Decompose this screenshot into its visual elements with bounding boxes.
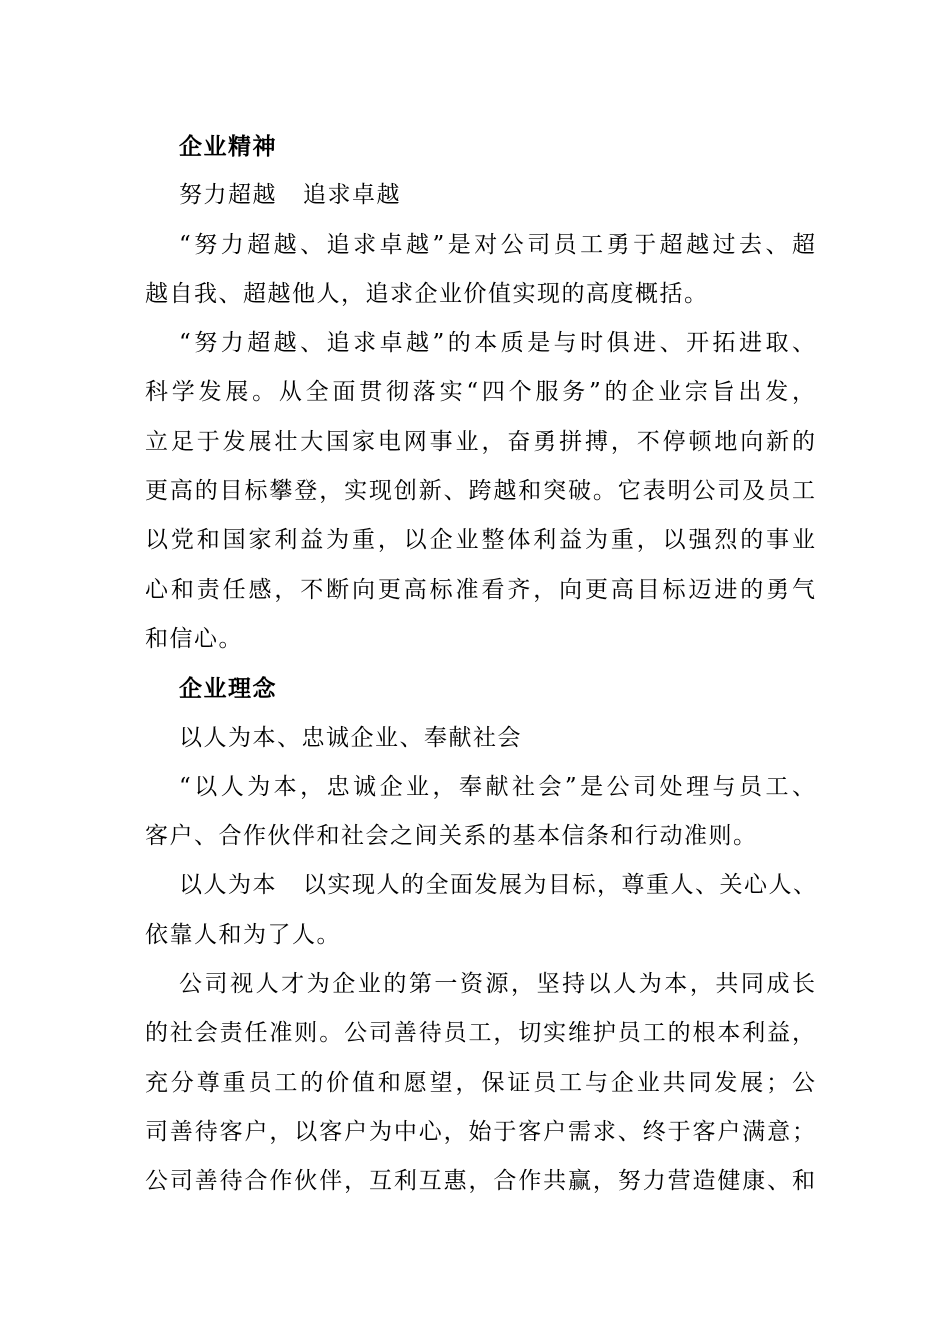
paragraph-line: “以人为本，忠诚企业，奉献社会”是公司处理与员工、 [179,773,815,800]
people-oriented-line [145,861,818,910]
philosophy-slogan: 以人为本、忠诚企业、奉献社会 [179,724,522,751]
spirit-slogan-part2: 追求卓越 [303,182,401,209]
paragraph-line: 公司善待合作伙伴，互利互惠，合作共赢，努力营造健康、和 [145,1168,815,1195]
people-oriented-term: 以人为本 [179,872,277,899]
paragraph-line: 的社会责任准则。公司善待员工，切实维护员工的根本利益， [145,1020,815,1047]
paragraph-line: 司善待客户，以客户为中心，始于客户需求、终于客户满意； [145,1118,815,1145]
section-heading-spirit: 企业精神 [179,133,277,160]
paragraph-line: “努力超越、追求卓越”是对公司员工勇于超越过去、超 [179,231,815,258]
paragraph-line: 客户、合作伙伴和社会之间关系的基本信条和行动准则。 [145,823,758,850]
paragraph-line: 以党和国家利益为重，以企业整体利益为重，以强烈的事业 [145,527,815,554]
paragraph-line: 依靠人和为了人。 [145,921,341,948]
spirit-slogan [145,171,815,220]
paragraph-line: 越自我、超越他人，追求企业价值实现的高度概括。 [145,280,709,307]
people-oriented-text: 以实现人的全面发展为目标，尊重人、关心人、 [303,872,818,899]
paragraph-line: 科学发展。从全面贯彻落实“四个服务”的企业宗旨出发， [145,379,815,406]
document-body [145,122,818,1207]
paragraph-line: 心和责任感，不断向更高标准看齐，向更高目标迈进的勇气 [145,576,815,603]
paragraph-line: 和信心。 [145,625,243,652]
paragraph-line: “努力超越、追求卓越”的本质是与时俱进、开拓进取、 [179,330,815,357]
section-heading-philosophy: 企业理念 [179,675,277,703]
paragraph-line: 公司视人才为企业的第一资源，坚持以人为本，共同成长 [179,971,815,998]
spirit-slogan-part1: 努力超越 [179,182,277,209]
paragraph-line: 充分尊重员工的价值和愿望，保证员工与企业共同发展；公 [145,1069,815,1096]
paragraph-line: 立足于发展壮大国家电网事业，奋勇拼搏，不停顿地向新的 [145,428,815,455]
paragraph-line: 更高的目标攀登，实现创新、跨越和突破。它表明公司及员工 [145,478,815,505]
